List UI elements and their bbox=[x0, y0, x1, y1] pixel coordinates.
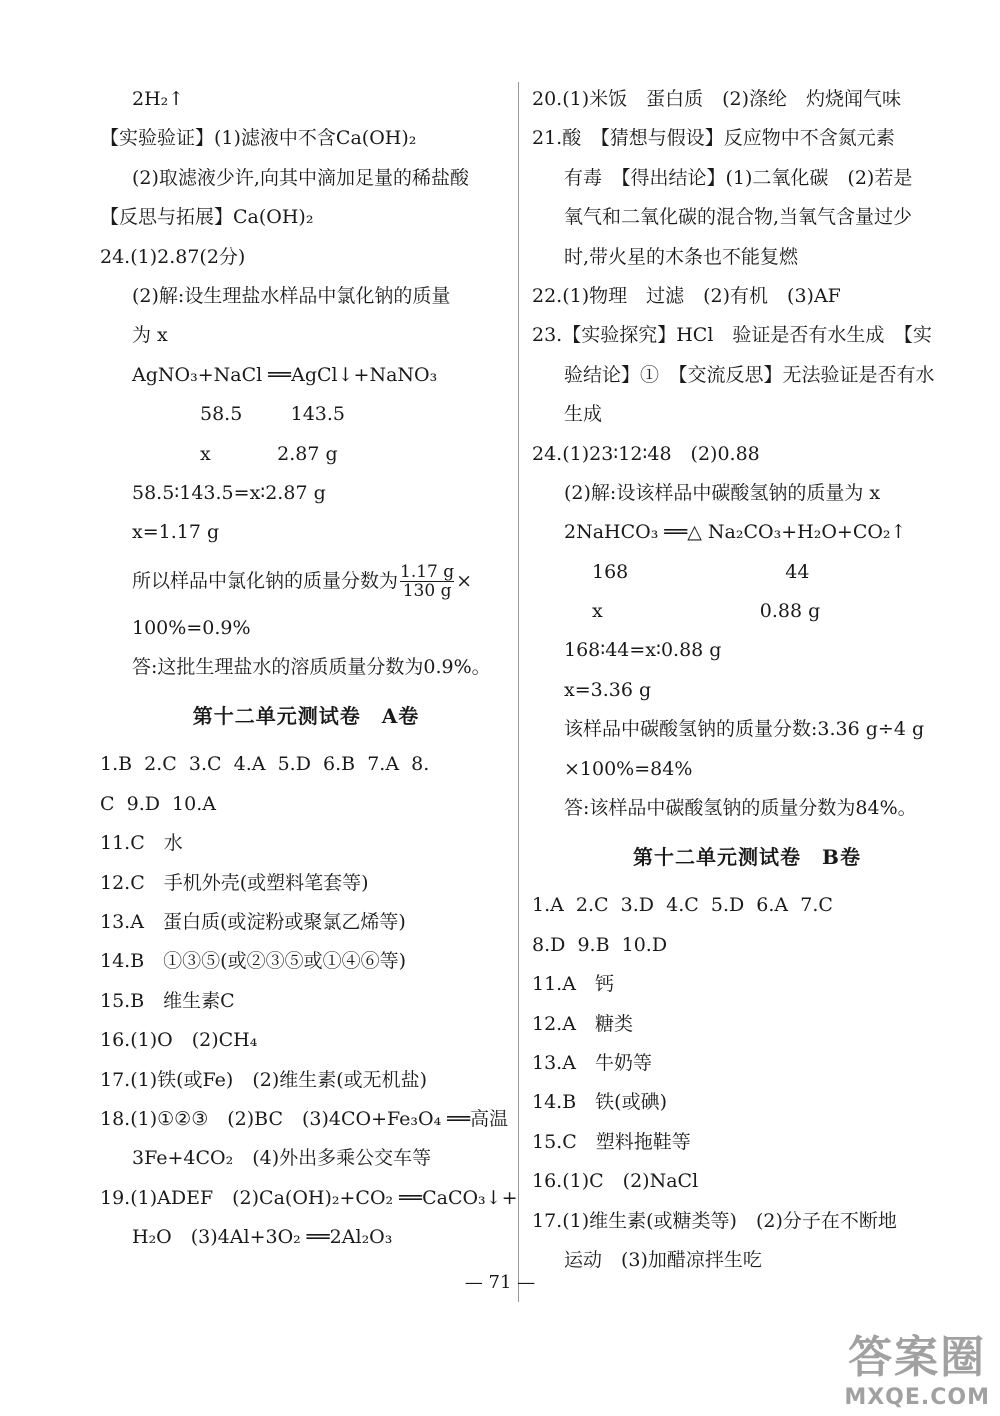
left-column bbox=[100, 80, 518, 1258]
fraction bbox=[400, 563, 454, 600]
answer-line: 11.A 钙 bbox=[532, 973, 614, 996]
fraction-line bbox=[100, 553, 512, 609]
answer-line: 12.C 手机外壳(或塑料笔套等) bbox=[100, 871, 369, 894]
equation-line: 2NaHCO₃ ══△ Na₂CO₃+H₂O+CO₂↑ bbox=[564, 521, 907, 544]
text-line: 【反思与拓展】Ca(OH)₂ bbox=[100, 206, 314, 229]
answer-line: 1.A 2.C 3.D 4.C 5.D 6.A 7.C bbox=[532, 894, 833, 917]
watermark-logo: 答案圈 bbox=[848, 1332, 987, 1383]
question-24-line: 24.(1)2.87(2分) bbox=[100, 245, 246, 268]
right-column bbox=[532, 80, 962, 1280]
section-heading-a: 第十二单元测试卷 A卷 bbox=[192, 704, 420, 729]
answer-line: 23.【实验探究】HCl 验证是否有水生成 【实 bbox=[532, 324, 932, 347]
answer-line: 氧气和二氧化碳的混合物,当氧气含量过少 bbox=[564, 206, 913, 229]
equation-line: AgNO₃+NaCl ══AgCl↓+NaNO₃ bbox=[132, 363, 438, 386]
answer-line: 13.A 蛋白质(或淀粉或聚氯乙烯等) bbox=[100, 911, 406, 934]
answer-line: 生成 bbox=[564, 403, 603, 426]
answer-line: C 9.D 10.A bbox=[100, 792, 216, 815]
answer-line: 有毒 【得出结论】(1)二氧化碳 (2)若是 bbox=[564, 166, 913, 189]
text-span: 所以样品中氯化钠的质量分数为 bbox=[132, 569, 399, 592]
answer-line: 11.C 水 bbox=[100, 832, 183, 855]
fraction-denominator: 130 g bbox=[402, 581, 452, 602]
answer-line: 19.(1)ADEF (2)Ca(OH)₂+CO₂ ══CaCO₃↓+ bbox=[100, 1186, 518, 1209]
text-line: 【实验验证】(1)滤液中不含Ca(OH)₂ bbox=[100, 127, 417, 150]
answer-line: 3Fe+4CO₂ (4)外出多乘公交车等 bbox=[132, 1147, 432, 1170]
equation-line: 168 44 bbox=[592, 560, 810, 583]
text-line: (2)取滤液少许,向其中滴加足量的稀盐酸 bbox=[132, 166, 469, 189]
answer-line: 14.B 铁(或碘) bbox=[532, 1091, 668, 1114]
answer-line: 16.(1)C (2)NaCl bbox=[532, 1170, 699, 1193]
answer-line: 24.(1)23∶12∶48 (2)0.88 bbox=[532, 442, 760, 465]
text-line: 100%=0.9% bbox=[132, 616, 251, 639]
answer-line: 答:该样品中碳酸氢钠的质量分数为84%。 bbox=[564, 797, 917, 820]
equation-line: x=1.17 g bbox=[132, 521, 220, 544]
answer-line: 21.酸 【猜想与假设】反应物中不含氮元素 bbox=[532, 127, 895, 150]
equation-line: x 0.88 g bbox=[592, 600, 821, 623]
answer-line: 14.B ①③⑤(或②③⑤或①④⑥等) bbox=[100, 950, 407, 973]
equation-line: x 2.87 g bbox=[200, 442, 338, 465]
answer-line: 时,带火星的木条也不能复燃 bbox=[564, 245, 799, 268]
answer-line: 15.C 塑料拖鞋等 bbox=[532, 1130, 691, 1153]
answer-line: 15.B 维生素C bbox=[100, 989, 235, 1012]
answer-line: 16.(1)O (2)CH₄ bbox=[100, 1029, 258, 1052]
fraction-numerator: 1.17 g bbox=[400, 562, 455, 583]
page-number: — 71 — bbox=[464, 1272, 536, 1293]
text-line: 答:这批生理盐水的溶质质量分数为0.9%。 bbox=[132, 656, 491, 679]
answer-line: ×100%=84% bbox=[564, 757, 693, 780]
equation-line: 58.5 143.5 bbox=[200, 403, 346, 426]
answer-line: 22.(1)物理 过滤 (2)有机 (3)AF bbox=[532, 284, 841, 307]
equation-line: 58.5∶143.5=x∶2.87 g bbox=[132, 481, 326, 504]
answer-line: (2)解:设该样品中碳酸氢钠的质量为 x bbox=[564, 481, 881, 504]
answer-line: 12.A 糖类 bbox=[532, 1012, 633, 1035]
equation-line: x=3.36 g bbox=[564, 678, 652, 701]
text-span: × bbox=[456, 569, 473, 592]
equation-line: 168∶44=x∶0.88 g bbox=[564, 639, 722, 662]
answer-line: 13.A 牛奶等 bbox=[532, 1051, 652, 1074]
answer-line: 8.D 9.B 10.D bbox=[532, 933, 668, 956]
answer-line: H₂O (3)4Al+3O₂ ══2Al₂O₃ bbox=[132, 1226, 393, 1249]
section-heading-b: 第十二单元测试卷 B卷 bbox=[633, 845, 861, 870]
answer-line: 20.(1)米饭 蛋白质 (2)涤纶 灼烧闻气味 bbox=[532, 88, 902, 110]
answer-line: 1.B 2.C 3.C 4.A 5.D 6.B 7.A 8. bbox=[100, 753, 430, 776]
text-line: 为 x bbox=[132, 324, 168, 347]
watermark-url: MXQE.COM bbox=[844, 1385, 990, 1410]
watermark bbox=[844, 1321, 990, 1410]
answer-line: 该样品中碳酸氢钠的质量分数:3.36 g÷4 g bbox=[564, 718, 925, 741]
answer-line: 运动 (3)加醋凉拌生吃 bbox=[564, 1248, 762, 1271]
text-line: 2H₂↑ bbox=[132, 88, 185, 110]
column-divider bbox=[518, 82, 519, 1302]
answer-line: 18.(1)①②③ (2)BC (3)4CO+Fe₃O₄ ══高温 bbox=[100, 1107, 509, 1130]
answer-line: 17.(1)维生素(或糖类等) (2)分子在不断地 bbox=[532, 1209, 897, 1232]
text-line: (2)解:设生理盐水样品中氯化钠的质量 bbox=[132, 284, 451, 307]
answer-line: 验结论】① 【交流反思】无法验证是否有水 bbox=[564, 363, 935, 386]
answer-line: 17.(1)铁(或Fe) (2)维生素(或无机盐) bbox=[100, 1068, 428, 1091]
